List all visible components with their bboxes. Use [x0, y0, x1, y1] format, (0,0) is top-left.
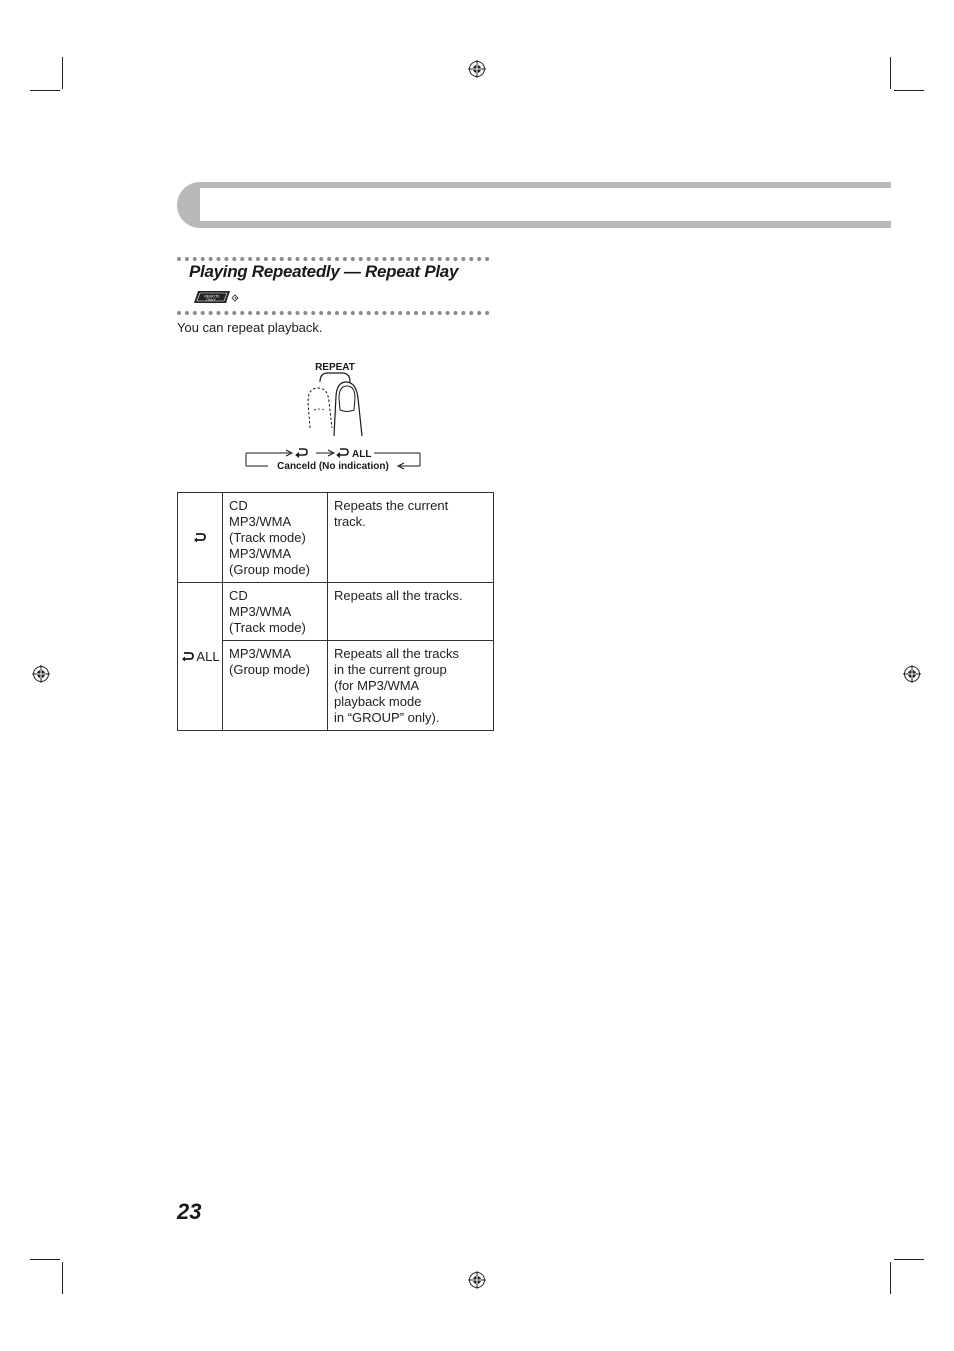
description-line: in the current group [334, 662, 447, 677]
page-number: 23 [177, 1199, 202, 1224]
crop-mark [62, 1262, 63, 1294]
repeat-button-illustration [244, 358, 424, 476]
source-line: (Group mode) [229, 662, 310, 677]
dotted-divider [177, 310, 495, 316]
repeat-all-label: ALL [196, 648, 220, 664]
svg-text:ONLY: ONLY [206, 298, 216, 302]
repeat-button-label: REPEAT [315, 362, 355, 373]
source-line: CD [229, 498, 248, 513]
description-line: Repeats all the tracks [334, 646, 460, 661]
crop-mark [894, 1259, 924, 1260]
source-line: MP3/WMA [229, 546, 292, 561]
description-line: playback mode [334, 694, 422, 709]
mode-cell [178, 493, 223, 583]
source-line: CD [229, 588, 248, 603]
intro-text: You can repeat playback. [177, 320, 323, 335]
mode-cell [178, 583, 223, 731]
crop-mark [890, 1262, 891, 1294]
crop-mark [894, 90, 924, 91]
description-line: track. [334, 514, 366, 529]
description-cell [328, 641, 494, 731]
crop-mark [30, 1259, 60, 1260]
repeat-all-icon [180, 651, 196, 663]
repeat-modes-table [177, 492, 494, 731]
svg-text:REMOTE: REMOTE [204, 294, 220, 299]
section-title: Playing Repeatedly — Repeat Play [189, 262, 459, 281]
table-row [178, 583, 494, 641]
registration-mark-icon [468, 1271, 486, 1289]
crop-mark [890, 57, 891, 89]
source-line: MP3/WMA [229, 646, 292, 661]
description-line: Repeats the current [334, 498, 449, 513]
description-line: in “GROUP” only). [334, 710, 440, 725]
source-cell [223, 493, 328, 583]
source-cell [223, 583, 328, 641]
registration-mark-icon [32, 665, 50, 683]
source-line: MP3/WMA [229, 514, 292, 529]
cycle-all-label: ALL [352, 449, 372, 460]
registration-mark-icon [903, 665, 921, 683]
cycle-cancel-label: Canceld (No indication) [277, 461, 389, 472]
description-cell [328, 493, 494, 583]
table-row [178, 493, 494, 583]
description-cell [328, 583, 494, 641]
source-line: (Track mode) [229, 530, 306, 545]
source-cell [223, 641, 328, 731]
crop-mark [30, 90, 60, 91]
source-line: (Group mode) [229, 562, 310, 577]
source-line: (Track mode) [229, 620, 306, 635]
remote-only-icon [192, 289, 242, 307]
source-line: MP3/WMA [229, 604, 292, 619]
section-header-banner [177, 182, 891, 228]
table-row [178, 641, 494, 731]
registration-mark-icon [468, 60, 486, 78]
repeat-one-icon [192, 532, 208, 544]
description-line: Repeats all the tracks. [334, 588, 463, 603]
description-line: (for MP3/WMA [334, 678, 420, 693]
crop-mark [62, 57, 63, 89]
